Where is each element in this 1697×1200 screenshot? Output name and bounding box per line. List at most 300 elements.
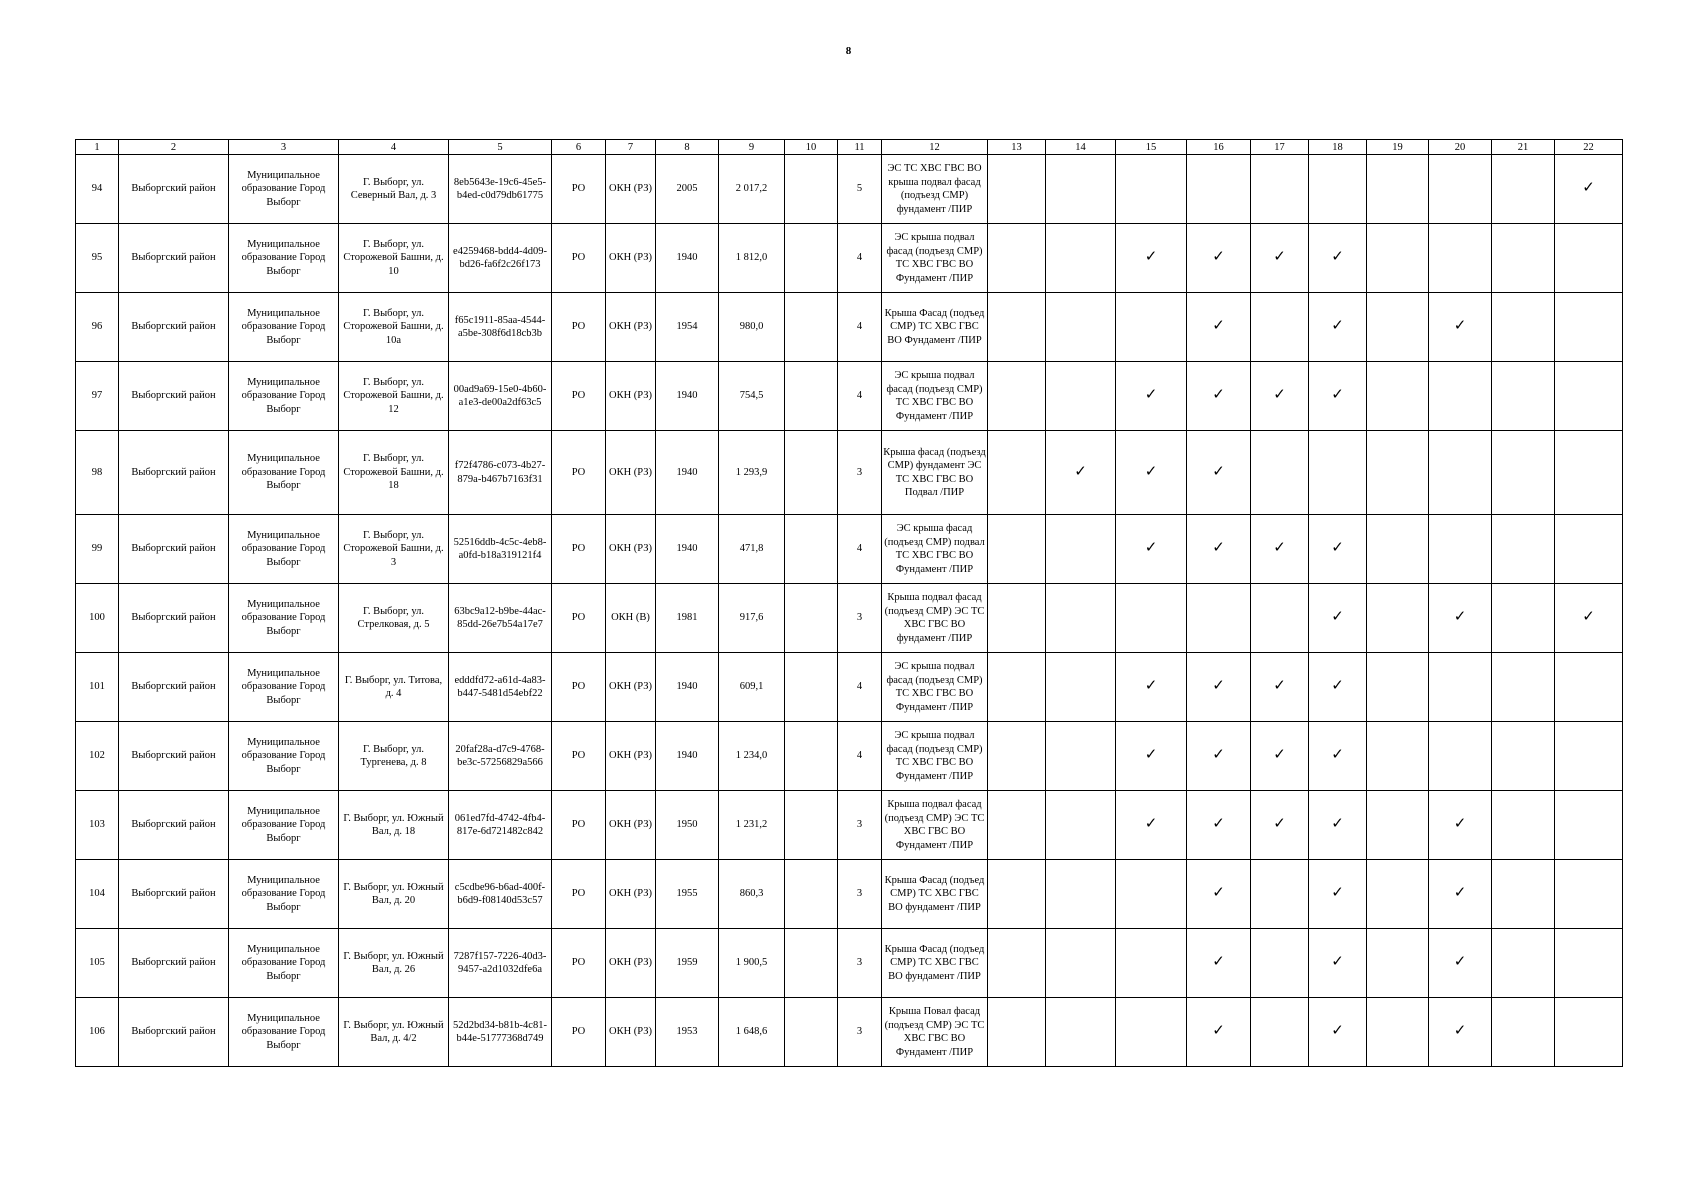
empty-cell-19 xyxy=(1367,515,1429,584)
check-cell-16 xyxy=(1187,653,1251,722)
check-cell-18 xyxy=(1309,653,1367,722)
object-id-cell: c5cdbe96-b6ad-400f-b6d9-f08140d53c57 xyxy=(449,860,552,929)
table-row xyxy=(76,653,1623,722)
col11-cell: 4 xyxy=(838,362,882,431)
col11-cell: 3 xyxy=(838,998,882,1067)
table-row xyxy=(76,224,1623,293)
check-cell-16 xyxy=(1187,998,1251,1067)
checkmark-icon: ✓ xyxy=(1144,745,1158,764)
empty-cell-13 xyxy=(988,998,1046,1067)
district-cell: Выборгский район xyxy=(119,362,229,431)
column-header-8: 8 xyxy=(656,140,719,155)
empty-cell-17 xyxy=(1251,929,1309,998)
check-cell-16 xyxy=(1187,431,1251,515)
checkmark-icon: ✓ xyxy=(1331,316,1344,335)
object-id-cell: 52d2bd34-b81b-4c81-b44e-51777368d749 xyxy=(449,998,552,1067)
check-cell-18 xyxy=(1309,362,1367,431)
checkmark-icon: ✓ xyxy=(1212,538,1225,557)
district-cell: Выборгский район xyxy=(119,293,229,362)
empty-cell-22 xyxy=(1555,362,1623,431)
empty-cell-13 xyxy=(988,653,1046,722)
col10-cell xyxy=(785,860,838,929)
empty-cell-18 xyxy=(1309,431,1367,515)
empty-cell-19 xyxy=(1367,293,1429,362)
address-cell: Г. Выборг, ул. Сторожевой Башни, д. 12 xyxy=(339,362,449,431)
table-row xyxy=(76,293,1623,362)
col7-cell: ОКН (РЗ) xyxy=(606,224,656,293)
object-id-cell: 52516ddb-4c5c-4eb8-a0fd-b18a319121f4 xyxy=(449,515,552,584)
col6-cell: РО xyxy=(552,584,606,653)
col11-cell: 5 xyxy=(838,155,882,224)
col6-cell: РО xyxy=(552,998,606,1067)
check-cell-16 xyxy=(1187,860,1251,929)
col10-cell xyxy=(785,362,838,431)
check-cell-18 xyxy=(1309,929,1367,998)
col11-cell: 3 xyxy=(838,860,882,929)
empty-cell-20 xyxy=(1429,653,1492,722)
empty-cell-17 xyxy=(1251,998,1309,1067)
row-number: 96 xyxy=(76,293,119,362)
row-number: 101 xyxy=(76,653,119,722)
table-row xyxy=(76,155,1623,224)
column-header-19: 19 xyxy=(1367,140,1429,155)
empty-cell-21 xyxy=(1492,998,1555,1067)
checkmark-icon: ✓ xyxy=(1273,538,1286,557)
check-cell-16 xyxy=(1187,362,1251,431)
checkmark-icon: ✓ xyxy=(1212,461,1225,480)
col10-cell xyxy=(785,584,838,653)
district-cell: Выборгский район xyxy=(119,791,229,860)
col6-cell: РО xyxy=(552,362,606,431)
checkmark-icon: ✓ xyxy=(1331,247,1344,266)
col6-cell: РО xyxy=(552,929,606,998)
checkmark-icon: ✓ xyxy=(1331,745,1344,764)
district-cell: Выборгский район xyxy=(119,860,229,929)
works-cell: ЭС крыша подвал фасад (подъезд СМР) ТС ХВС ГВС ВО Фундамент /ПИР xyxy=(882,722,988,791)
check-cell-15 xyxy=(1116,431,1187,515)
col7-cell: ОКН (РЗ) xyxy=(606,860,656,929)
col6-cell: РО xyxy=(552,155,606,224)
row-number: 99 xyxy=(76,515,119,584)
empty-cell-22 xyxy=(1555,515,1623,584)
object-id-cell: f65c1911-85aa-4544-a5be-308f6d18cb3b xyxy=(449,293,552,362)
check-cell-17 xyxy=(1251,722,1309,791)
area-cell: 1 648,6 xyxy=(719,998,785,1067)
col11-cell: 3 xyxy=(838,584,882,653)
checkmark-icon: ✓ xyxy=(1212,247,1225,266)
empty-cell-16 xyxy=(1187,584,1251,653)
municipality-cell: Муниципальное образование Город Выборг xyxy=(229,293,339,362)
checkmark-icon: ✓ xyxy=(1273,676,1286,695)
check-cell-16 xyxy=(1187,515,1251,584)
empty-cell-21 xyxy=(1492,155,1555,224)
empty-cell-15 xyxy=(1116,293,1187,362)
column-header-17: 17 xyxy=(1251,140,1309,155)
year-cell: 2005 xyxy=(656,155,719,224)
column-header-5: 5 xyxy=(449,140,552,155)
col6-cell: РО xyxy=(552,722,606,791)
empty-cell-14 xyxy=(1046,860,1116,929)
column-header-22: 22 xyxy=(1555,140,1623,155)
year-cell: 1940 xyxy=(656,653,719,722)
col10-cell xyxy=(785,224,838,293)
municipality-cell: Муниципальное образование Город Выборг xyxy=(229,722,339,791)
column-header-6: 6 xyxy=(552,140,606,155)
empty-cell-22 xyxy=(1555,293,1623,362)
checkmark-icon: ✓ xyxy=(1453,607,1467,626)
row-number: 103 xyxy=(76,791,119,860)
col10-cell xyxy=(785,791,838,860)
register-table xyxy=(75,139,1623,1067)
area-cell: 754,5 xyxy=(719,362,785,431)
works-cell: ЭС крыша фасад (подъезд СМР) подвал ТС ХВС ГВС ВО Фундамент /ПИР xyxy=(882,515,988,584)
col10-cell xyxy=(785,929,838,998)
column-header-18: 18 xyxy=(1309,140,1367,155)
empty-cell-22 xyxy=(1555,929,1623,998)
empty-cell-14 xyxy=(1046,998,1116,1067)
checkmark-icon: ✓ xyxy=(1331,676,1344,695)
address-cell: Г. Выборг, ул. Сторожевой Башни, д. 10а xyxy=(339,293,449,362)
checkmark-icon: ✓ xyxy=(1144,538,1158,557)
area-cell: 860,3 xyxy=(719,860,785,929)
empty-cell-17 xyxy=(1251,293,1309,362)
empty-cell-13 xyxy=(988,860,1046,929)
empty-cell-22 xyxy=(1555,224,1623,293)
checkmark-icon: ✓ xyxy=(1144,461,1158,480)
check-cell-18 xyxy=(1309,860,1367,929)
municipality-cell: Муниципальное образование Город Выборг xyxy=(229,515,339,584)
check-cell-18 xyxy=(1309,515,1367,584)
checkmark-icon: ✓ xyxy=(1331,538,1344,557)
table-row xyxy=(76,929,1623,998)
checkmark-icon: ✓ xyxy=(1144,814,1158,833)
address-cell: Г. Выборг, ул. Южный Вал, д. 26 xyxy=(339,929,449,998)
check-cell-20 xyxy=(1429,998,1492,1067)
row-number: 94 xyxy=(76,155,119,224)
checkmark-icon: ✓ xyxy=(1453,1021,1467,1040)
column-header-15: 15 xyxy=(1116,140,1187,155)
checkmark-icon: ✓ xyxy=(1582,607,1595,626)
empty-cell-14 xyxy=(1046,722,1116,791)
col10-cell xyxy=(785,431,838,515)
check-cell-20 xyxy=(1429,860,1492,929)
object-id-cell: f72f4786-c073-4b27-879a-b467b7163f31 xyxy=(449,431,552,515)
page-number: 8 xyxy=(845,45,852,57)
col11-cell: 3 xyxy=(838,929,882,998)
row-number: 97 xyxy=(76,362,119,431)
column-header-13: 13 xyxy=(988,140,1046,155)
object-id-cell: 63bc9a12-b9be-44ac-85dd-26e7b54a17e7 xyxy=(449,584,552,653)
area-cell: 980,0 xyxy=(719,293,785,362)
empty-cell-13 xyxy=(988,293,1046,362)
empty-cell-17 xyxy=(1251,431,1309,515)
municipality-cell: Муниципальное образование Город Выборг xyxy=(229,998,339,1067)
municipality-cell: Муниципальное образование Город Выборг xyxy=(229,860,339,929)
year-cell: 1955 xyxy=(656,860,719,929)
col7-cell: ОКН (РЗ) xyxy=(606,362,656,431)
works-cell: Крыша Фасад (подъед СМР) ТС ХВС ГВС ВО фундамент /ПИР xyxy=(882,929,988,998)
col7-cell: ОКН (РЗ) xyxy=(606,515,656,584)
area-cell: 1 812,0 xyxy=(719,224,785,293)
checkmark-icon: ✓ xyxy=(1273,814,1286,833)
check-cell-18 xyxy=(1309,998,1367,1067)
col6-cell: РО xyxy=(552,431,606,515)
empty-cell-13 xyxy=(988,515,1046,584)
area-cell: 2 017,2 xyxy=(719,155,785,224)
empty-cell-22 xyxy=(1555,653,1623,722)
checkmark-icon: ✓ xyxy=(1144,676,1158,695)
municipality-cell: Муниципальное образование Город Выборг xyxy=(229,929,339,998)
col7-cell: ОКН (РЗ) xyxy=(606,431,656,515)
table-row xyxy=(76,431,1623,515)
empty-cell-13 xyxy=(988,362,1046,431)
check-cell-17 xyxy=(1251,362,1309,431)
check-cell-22 xyxy=(1555,584,1623,653)
empty-cell-15 xyxy=(1116,155,1187,224)
check-cell-17 xyxy=(1251,224,1309,293)
area-cell: 1 234,0 xyxy=(719,722,785,791)
row-number: 100 xyxy=(76,584,119,653)
object-id-cell: 20faf28a-d7c9-4768-be3c-57256829a566 xyxy=(449,722,552,791)
empty-cell-15 xyxy=(1116,584,1187,653)
address-cell: Г. Выборг, ул. Тургенева, д. 8 xyxy=(339,722,449,791)
empty-cell-21 xyxy=(1492,653,1555,722)
empty-cell-14 xyxy=(1046,362,1116,431)
table-row xyxy=(76,998,1623,1067)
row-number: 95 xyxy=(76,224,119,293)
year-cell: 1953 xyxy=(656,998,719,1067)
col7-cell: ОКН (РЗ) xyxy=(606,293,656,362)
area-cell: 917,6 xyxy=(719,584,785,653)
col7-cell: ОКН (РЗ) xyxy=(606,722,656,791)
checkmark-icon: ✓ xyxy=(1212,883,1225,902)
address-cell: Г. Выборг, ул. Сторожевой Башни, д. 18 xyxy=(339,431,449,515)
empty-cell-21 xyxy=(1492,791,1555,860)
object-id-cell: 7287f157-7226-40d3-9457-a2d1032dfe6a xyxy=(449,929,552,998)
table-row xyxy=(76,791,1623,860)
works-cell: ЭС крыша подвал фасад (подъезд СМР) ТС ХВС ГВС ВО Фундамент /ПИР xyxy=(882,653,988,722)
works-cell: ЭС ТС ХВС ГВС ВО крыша подвал фасад (подъезд СМР) фундамент /ПИР xyxy=(882,155,988,224)
municipality-cell: Муниципальное образование Город Выборг xyxy=(229,362,339,431)
municipality-cell: Муниципальное образование Город Выборг xyxy=(229,155,339,224)
col11-cell: 4 xyxy=(838,293,882,362)
object-id-cell: edddfd72-a61d-4a83-b447-5481d54ebf22 xyxy=(449,653,552,722)
check-cell-18 xyxy=(1309,722,1367,791)
empty-cell-13 xyxy=(988,431,1046,515)
empty-cell-19 xyxy=(1367,929,1429,998)
check-cell-20 xyxy=(1429,293,1492,362)
column-header-12: 12 xyxy=(882,140,988,155)
column-header-7: 7 xyxy=(606,140,656,155)
checkmark-icon: ✓ xyxy=(1212,952,1225,971)
empty-cell-20 xyxy=(1429,722,1492,791)
column-header-10: 10 xyxy=(785,140,838,155)
district-cell: Выборгский район xyxy=(119,998,229,1067)
year-cell: 1940 xyxy=(656,515,719,584)
empty-cell-13 xyxy=(988,722,1046,791)
empty-cell-19 xyxy=(1367,584,1429,653)
col7-cell: ОКН (РЗ) xyxy=(606,653,656,722)
checkmark-icon: ✓ xyxy=(1453,883,1467,902)
area-cell: 609,1 xyxy=(719,653,785,722)
check-cell-18 xyxy=(1309,791,1367,860)
checkmark-icon: ✓ xyxy=(1212,814,1225,833)
row-number: 105 xyxy=(76,929,119,998)
check-cell-22 xyxy=(1555,155,1623,224)
check-cell-16 xyxy=(1187,791,1251,860)
empty-cell-21 xyxy=(1492,722,1555,791)
works-cell: Крыша подвал фасад (подъезд СМР) ЭС ТС ХВС ГВС ВО фундамент /ПИР xyxy=(882,584,988,653)
object-id-cell: 061ed7fd-4742-4fb4-817e-6d721482c842 xyxy=(449,791,552,860)
column-header-20: 20 xyxy=(1429,140,1492,155)
checkmark-icon: ✓ xyxy=(1331,814,1344,833)
checkmark-icon: ✓ xyxy=(1331,385,1344,404)
year-cell: 1954 xyxy=(656,293,719,362)
check-cell-17 xyxy=(1251,515,1309,584)
area-cell: 1 231,2 xyxy=(719,791,785,860)
check-cell-15 xyxy=(1116,791,1187,860)
checkmark-icon: ✓ xyxy=(1331,952,1344,971)
row-number: 106 xyxy=(76,998,119,1067)
column-header-9: 9 xyxy=(719,140,785,155)
col11-cell: 4 xyxy=(838,653,882,722)
empty-cell-21 xyxy=(1492,224,1555,293)
empty-cell-13 xyxy=(988,584,1046,653)
year-cell: 1940 xyxy=(656,224,719,293)
check-cell-15 xyxy=(1116,515,1187,584)
year-cell: 1940 xyxy=(656,431,719,515)
check-cell-15 xyxy=(1116,362,1187,431)
table-row xyxy=(76,515,1623,584)
empty-cell-17 xyxy=(1251,860,1309,929)
district-cell: Выборгский район xyxy=(119,431,229,515)
district-cell: Выборгский район xyxy=(119,653,229,722)
row-number: 104 xyxy=(76,860,119,929)
empty-cell-17 xyxy=(1251,584,1309,653)
municipality-cell: Муниципальное образование Город Выборг xyxy=(229,791,339,860)
check-cell-14 xyxy=(1046,431,1116,515)
col10-cell xyxy=(785,293,838,362)
empty-cell-13 xyxy=(988,224,1046,293)
address-cell: Г. Выборг, ул. Южный Вал, д. 4/2 xyxy=(339,998,449,1067)
col11-cell: 3 xyxy=(838,431,882,515)
column-header-11: 11 xyxy=(838,140,882,155)
table-header xyxy=(76,140,1623,155)
empty-cell-22 xyxy=(1555,791,1623,860)
col6-cell: РО xyxy=(552,293,606,362)
col10-cell xyxy=(785,155,838,224)
checkmark-icon: ✓ xyxy=(1331,1021,1344,1040)
column-header-3: 3 xyxy=(229,140,339,155)
check-cell-15 xyxy=(1116,224,1187,293)
check-cell-16 xyxy=(1187,293,1251,362)
empty-cell-15 xyxy=(1116,998,1187,1067)
empty-cell-13 xyxy=(988,929,1046,998)
check-cell-20 xyxy=(1429,791,1492,860)
empty-cell-19 xyxy=(1367,722,1429,791)
table-row xyxy=(76,362,1623,431)
check-cell-18 xyxy=(1309,224,1367,293)
empty-cell-14 xyxy=(1046,515,1116,584)
empty-cell-14 xyxy=(1046,653,1116,722)
empty-cell-13 xyxy=(988,791,1046,860)
empty-cell-20 xyxy=(1429,155,1492,224)
col6-cell: РО xyxy=(552,515,606,584)
district-cell: Выборгский район xyxy=(119,155,229,224)
column-header-2: 2 xyxy=(119,140,229,155)
empty-cell-21 xyxy=(1492,929,1555,998)
empty-cell-19 xyxy=(1367,224,1429,293)
checkmark-icon: ✓ xyxy=(1453,814,1467,833)
object-id-cell: 00ad9a69-15e0-4b60-a1e3-de00a2df63c5 xyxy=(449,362,552,431)
check-cell-18 xyxy=(1309,584,1367,653)
district-cell: Выборгский район xyxy=(119,722,229,791)
empty-cell-14 xyxy=(1046,791,1116,860)
empty-cell-20 xyxy=(1429,431,1492,515)
empty-cell-20 xyxy=(1429,224,1492,293)
col6-cell: РО xyxy=(552,653,606,722)
checkmark-icon: ✓ xyxy=(1331,883,1344,902)
year-cell: 1959 xyxy=(656,929,719,998)
row-number: 98 xyxy=(76,431,119,515)
empty-cell-14 xyxy=(1046,584,1116,653)
empty-cell-22 xyxy=(1555,722,1623,791)
district-cell: Выборгский район xyxy=(119,224,229,293)
address-cell: Г. Выборг, ул. Южный Вал, д. 20 xyxy=(339,860,449,929)
column-header-14: 14 xyxy=(1046,140,1116,155)
checkmark-icon: ✓ xyxy=(1582,178,1595,197)
empty-cell-19 xyxy=(1367,860,1429,929)
year-cell: 1940 xyxy=(656,722,719,791)
checkmark-icon: ✓ xyxy=(1074,461,1087,480)
col10-cell xyxy=(785,998,838,1067)
checkmark-icon: ✓ xyxy=(1453,316,1467,335)
area-cell: 1 293,9 xyxy=(719,431,785,515)
empty-cell-14 xyxy=(1046,293,1116,362)
column-header-4: 4 xyxy=(339,140,449,155)
checkmark-icon: ✓ xyxy=(1212,676,1225,695)
col10-cell xyxy=(785,515,838,584)
municipality-cell: Муниципальное образование Город Выборг xyxy=(229,431,339,515)
area-cell: 1 900,5 xyxy=(719,929,785,998)
district-cell: Выборгский район xyxy=(119,929,229,998)
check-cell-16 xyxy=(1187,224,1251,293)
empty-cell-16 xyxy=(1187,155,1251,224)
check-cell-20 xyxy=(1429,584,1492,653)
empty-cell-22 xyxy=(1555,998,1623,1067)
col11-cell: 4 xyxy=(838,515,882,584)
empty-cell-19 xyxy=(1367,362,1429,431)
year-cell: 1981 xyxy=(656,584,719,653)
row-number: 102 xyxy=(76,722,119,791)
empty-cell-21 xyxy=(1492,515,1555,584)
empty-cell-21 xyxy=(1492,431,1555,515)
col10-cell xyxy=(785,722,838,791)
checkmark-icon: ✓ xyxy=(1212,745,1225,764)
checkmark-icon: ✓ xyxy=(1273,247,1286,266)
municipality-cell: Муниципальное образование Город Выборг xyxy=(229,584,339,653)
table-body xyxy=(76,155,1623,1067)
checkmark-icon: ✓ xyxy=(1212,316,1225,335)
checkmark-icon: ✓ xyxy=(1144,247,1158,266)
works-cell: Крыша Фасад (подъед СМР) ТС ХВС ГВС ВО Фундамент /ПИР xyxy=(882,293,988,362)
col7-cell: ОКН (РЗ) xyxy=(606,998,656,1067)
check-cell-18 xyxy=(1309,293,1367,362)
address-cell: Г. Выборг, ул. Сторожевой Башни, д. 10 xyxy=(339,224,449,293)
col6-cell: РО xyxy=(552,791,606,860)
check-cell-15 xyxy=(1116,722,1187,791)
district-cell: Выборгский район xyxy=(119,515,229,584)
